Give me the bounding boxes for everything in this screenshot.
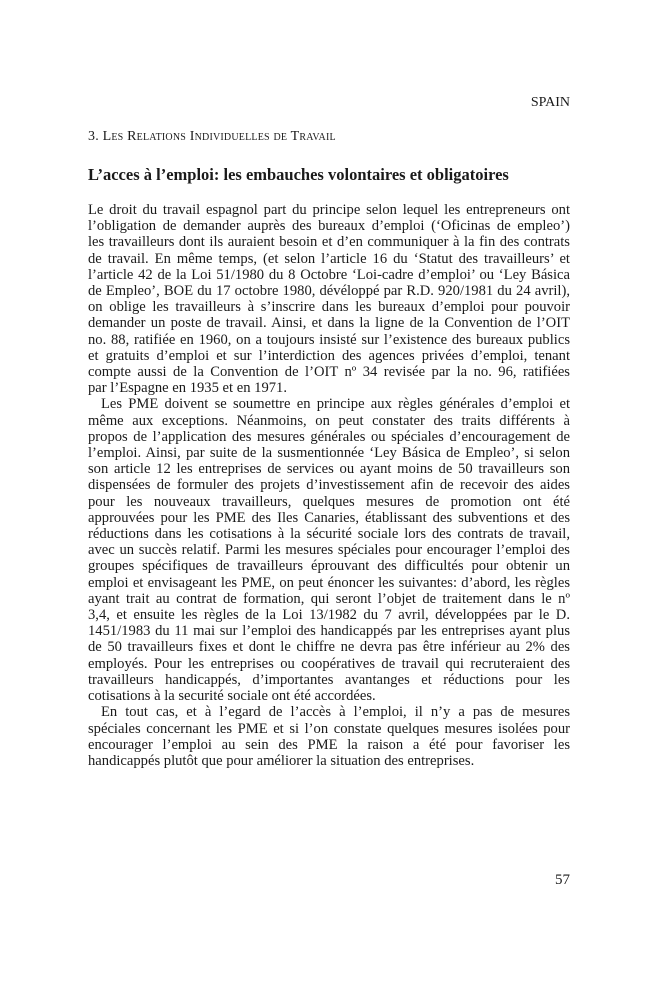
text-line: encourager l’emploi au sein des PME la raison a été pour favoriser les [88, 736, 570, 753]
text-line: de travail. En même temps, (et selon l’article 16 du ‘Statut des travailleurs’ et [88, 250, 570, 267]
text-line: par l’Espagne en 1935 et en 1971. [88, 380, 287, 397]
text-line: de 50 travailleurs fixes et dont le chiffre ne devra pas être inférieur au 2% des [88, 639, 570, 656]
text-line: avec un succès relatif. Parmi les mesures spéciales pour encourager l’emploi des [88, 542, 570, 559]
section-title: 3. Les Relations Individuelles de Travail [88, 129, 336, 144]
text-line: employés. Pour les entreprises ou coopératives de travail qui recruteraient des [88, 655, 570, 672]
text-line: l’article 42 de la Loi 51/1980 du 8 Octobre ‘Loi-cadre d’emploi’ ou ‘Ley Básica [88, 266, 570, 283]
text-line: 3,4, et ensuite les règles de la Loi 13/1982 du 7 avril, développées par le D. [88, 607, 570, 624]
text-line: son article 12 les entreprises de services ou ayant moins de 50 travailleurs son [88, 461, 570, 478]
text-line: travailleurs handicappés, d’importantes avantanges et réductions pour les [88, 671, 570, 688]
text-line: compte aussi de la Convention de l’OIT nº 34 revisée par la no. 96, ratifiées [88, 364, 570, 381]
text-line: cotisations à la securité sociale ont été accordées. [88, 688, 376, 705]
paragraph [88, 202, 570, 396]
text-line: spéciales concernant les PME et si l’on constate quelques mesures isolées pour [88, 720, 570, 737]
paragraph [88, 704, 570, 769]
text-line: l’emploi. Ainsi, par suite de la susmentionnée ‘Ley Básica de Empleo’, si selon [88, 445, 570, 462]
text-line: emploi et envisageant les PME, on peut énoncer les suivantes: d’abord, les règles [88, 574, 570, 591]
text-line: handicappés plutôt que pour améliorer la situation des entreprises. [88, 752, 475, 769]
running-header: SPAIN [530, 95, 570, 110]
text-line: propos de l’application des mesures générales ou spéciales d’encouragement de [88, 428, 570, 445]
text-line: on oblige les travailleurs à s’inscrire dans les bureaux d’emploi pour pouvoir [88, 299, 570, 316]
text-line: pour les nouveaux travailleurs, quelques mesures de promotion ont été [88, 493, 570, 510]
text-line: Le droit du travail espagnol part du principe selon lequel les entrepreneurs ont [88, 202, 570, 218]
text-line: Les PME doivent se soumettre en principe aux règles générales d’emploi et [101, 396, 570, 413]
text-line: réductions dans les cotisations à la sécurité sociale lors des contrats de travail, [88, 526, 570, 543]
text-line: même aux exceptions. Néanmoins, on peut constater des traits différents à [88, 412, 570, 429]
text-line: les travailleurs dont ils auraient besoin et d’en communiquer à la fin des contrats [88, 234, 570, 251]
page-number: 57 [555, 872, 570, 888]
text-line: dispensées de formuler des projets d’investissement afin de recevoir des aides [88, 477, 570, 494]
text-line: 1451/1983 du 11 mai sur l’emploi des handicappés par les entreprises ayant plus [88, 623, 570, 640]
text-line: ayant trait au contrat de formation, qui seront l’objet de traitement dans le nº [88, 590, 570, 607]
text-line: no. 88, ratifiée en 1960, on a toujours insisté sur l’existence des bureaux publics [88, 331, 570, 348]
text-line: approuvées pour les PME des Iles Canaries, établissant des subventions et des [88, 509, 570, 526]
body-text [88, 202, 570, 769]
text-line: demander un poste de travail. Ainsi, et dans la ligne de la Convention de l’OIT [88, 315, 570, 332]
text-line: l’obligation de demander auprès des bureaux d’emploi (‘Oficinas de empleo’) [88, 218, 570, 235]
paragraph [88, 396, 570, 704]
text-line: de Empleo’, BOE du 17 octobre 1980, dévéloppé par R.D. 920/1981 du 24 avril), [88, 283, 570, 300]
text-line: et gratuits d’emploi et sur l’interdiction des agences privées d’emploi, tenant [88, 347, 570, 364]
text-line: En tout cas, et à l’egard de l’accès à l’emploi, il n’y a pas de mesures [101, 704, 570, 721]
text-line: groupes spécifiques de travailleurs éprouvant des difficultés pour obtenir un [88, 558, 570, 575]
heading: L’acces à l’emploi: les embauches volontaires et obligatoires [88, 165, 509, 184]
